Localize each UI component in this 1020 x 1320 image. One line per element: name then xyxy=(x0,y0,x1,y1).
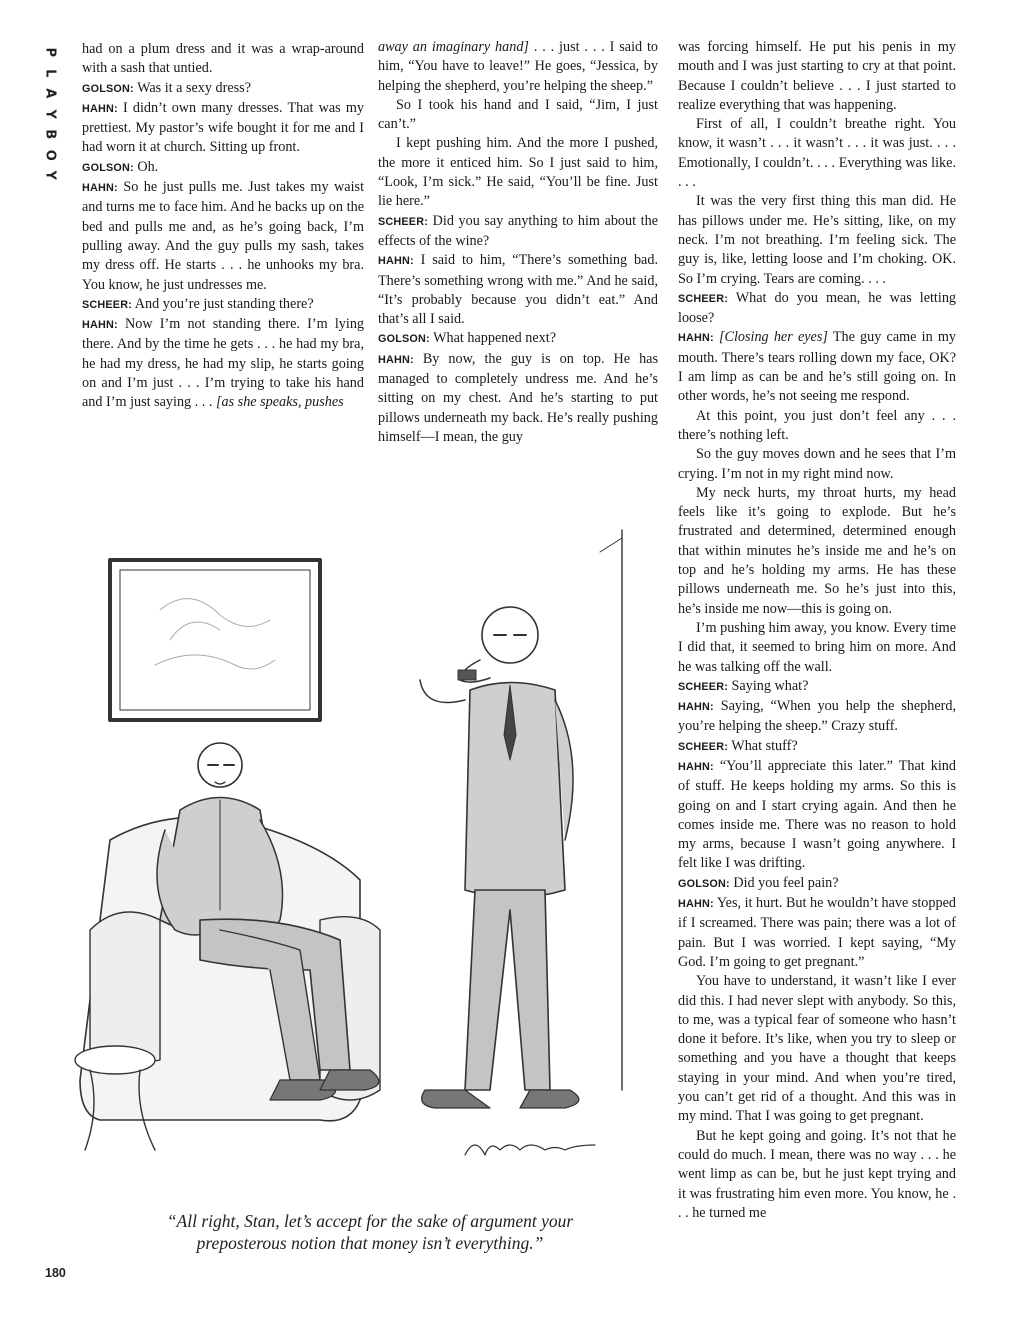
paragraph-text: At this point, you just don’t feel any . . . there’s nothing left. xyxy=(678,407,956,443)
paragraph-text: First of all, I couldn’t breathe right. You know, it wasn’t . . . it wasn’t . . . it was just. . . . Emotionally, I couldn’t. . . . Everything was like. . . . xyxy=(678,116,956,191)
artist-signature-icon xyxy=(465,1145,595,1155)
paragraph-text: So the guy moves down and he sees that I’m crying. I’m not in my right mind now. xyxy=(678,446,956,482)
paragraph-text: Saying what? xyxy=(731,677,809,694)
article-paragraph xyxy=(678,697,956,737)
paragraph-text: What do you mean, he was letting loose? xyxy=(678,289,957,327)
paragraph-text: My neck hurts, my throat hurts, my head feels like it’s going to explode. But he’s frustrated and determined, determined enough that within minutes he’s inside me and he’s on top and he’s holding my arms. He has these pillows underneath me. So he’s just into this, he’s inside me now—this is going on. xyxy=(678,484,956,617)
cartoon-illustration xyxy=(70,490,670,1190)
speaker-label: HAHN: xyxy=(82,102,118,115)
stage-direction: [as she speaks, pushes xyxy=(215,394,344,411)
speaker-label: GOLSON: xyxy=(82,82,134,95)
speaker-label: GOLSON: xyxy=(82,161,134,174)
article-paragraph xyxy=(678,38,956,115)
article-paragraph xyxy=(82,79,364,99)
logo-letter: A xyxy=(42,88,58,99)
logo-letter: Y xyxy=(42,109,58,119)
speaker-label: HAHN: xyxy=(82,182,118,195)
text-column-3 xyxy=(678,38,956,1223)
logo-letter: L xyxy=(42,68,58,77)
article-paragraph xyxy=(678,328,956,406)
speaker-label: HAHN: xyxy=(678,701,714,714)
paragraph-text: Was it a sexy dress? xyxy=(137,79,251,96)
article-paragraph xyxy=(378,134,658,211)
article-paragraph xyxy=(678,1127,956,1223)
paragraph-text: Did you say anything to him about the effects of the wine? xyxy=(378,212,659,249)
paragraph-text: So I took his hand and I said, “Jim, I just can’t.” xyxy=(378,96,658,133)
logo-letter: Y xyxy=(42,170,58,180)
article-paragraph xyxy=(678,972,956,1126)
paragraph-text: I didn’t own many dresses. That was my prettiest. My pastor’s wife bought it for me and I had worn it at church. Sitting up front. xyxy=(82,99,364,156)
article-paragraph xyxy=(678,874,956,894)
paragraph-text: It was the very first thing this man did. He has pillows under me. He’s sitting, like, on my neck. I’m not breathing. I’m feeling sick. The guy is, like, letting loose and I’m choking. OK. So I’m crying. Tears are coming. . . . xyxy=(678,193,956,287)
text-column-1 xyxy=(82,40,364,413)
speaker-label: SCHEER: xyxy=(678,740,728,753)
paragraph-text: What happened next? xyxy=(433,330,556,347)
logo-letter: B xyxy=(42,129,58,140)
text-column-2 xyxy=(378,38,658,447)
article-paragraph xyxy=(678,115,956,192)
speaker-label: SCHEER: xyxy=(378,215,428,228)
article-paragraph xyxy=(678,484,956,619)
paragraph-text: “You’ll appreciate this later.” That kind of stuff. He keeps holding my arms. So this is going on and I start crying again. And then he comes inside me. There was no reason to hold my arms, because I wasn’t going anywhere. I felt like I was drifting. xyxy=(678,757,956,872)
article-paragraph xyxy=(378,251,658,329)
speaker-label: GOLSON: xyxy=(378,333,430,346)
paragraph-text: had on a plum dress and it was a wrap-around with a sash that untied. xyxy=(82,41,364,77)
page-number: 180 xyxy=(45,1266,66,1280)
speaker-label: HAHN: xyxy=(678,332,714,345)
speaker-label: HAHN: xyxy=(678,898,714,911)
logo-letter: O xyxy=(42,149,58,161)
paragraph-text: Now I’m not standing there. I’m lying there. And by the time he gets . . . he had my bra, he had my dress, he had my slip, he starts going on and I’m just . . . I’m trying to take his hand and I’m just saying . . . xyxy=(82,316,365,411)
paragraph-text: But he kept going and going. It’s not that he could do much. I mean, there was no way . . . he went limp as can be, but he just kept trying and it was frustrating him even more. You know, he . . . he turned me xyxy=(678,1127,956,1221)
speaker-label: SCHEER: xyxy=(82,298,132,311)
article-paragraph xyxy=(378,38,658,96)
paragraph-text: I said to him, “There’s something bad. There’s something wrong with me.” And he said, “It’s probably because you didn’t eat.” And that’s all I said. xyxy=(378,252,658,328)
speaker-label: HAHN: xyxy=(378,255,414,268)
paragraph-text: You have to understand, it wasn’t like I ever did this. I had never slept with anybody. So this, to me, was a typical fear of someone who hasn’t done it before. It’s like, when you try to sleep or something and you have a thought that keeps staying in your mind. And when you’re tired, you can’t get rid of a thought. And this was in my mind. That I was going to get pregnant. xyxy=(678,973,956,1125)
paragraph-text: was forcing himself. He put his penis in my mouth and I was just starting to cry at that point. Because I couldn’t believe . . . I just started to realize everything that was happening. xyxy=(678,39,956,113)
speaker-label: HAHN: xyxy=(678,760,714,773)
paragraph-text: And you’re just standing there? xyxy=(134,295,314,312)
article-paragraph xyxy=(82,315,364,412)
article-paragraph xyxy=(678,407,956,446)
article-paragraph xyxy=(82,295,364,315)
article-paragraph xyxy=(378,96,658,135)
cartoon-caption: “All right, Stan, let’s accept for the sake of argument your preposterous notion that money isn’t everything.” xyxy=(166,1211,574,1253)
speaker-label: HAHN: xyxy=(378,353,414,366)
paragraph-text: The guy came in my mouth. There’s tears rolling down my face, OK? I am limp as can be and he’s still going on. In other words, he’s not seeing me respond. xyxy=(678,329,956,405)
stage-direction: away an imaginary hand] xyxy=(378,39,529,55)
paragraph-text: . . . just . . . I said to him, “You have to leave!” He goes, “Jessica, by helping the shepherd, you’re helping the sheep.” xyxy=(378,39,658,94)
article-paragraph xyxy=(378,329,658,349)
article-paragraph xyxy=(82,99,364,158)
logo-letter: P xyxy=(42,47,58,58)
article-paragraph xyxy=(82,40,364,79)
paragraph-text: Yes, it hurt. But he wouldn’t have stopped if I screamed. There was pain; there was a lot of pain. But I was worried. I kept saying, “My God. I’m going to get pregnant.” xyxy=(678,895,956,970)
article-paragraph xyxy=(678,894,956,972)
speaker-label: SCHEER: xyxy=(678,680,728,693)
magazine-logo-vertical xyxy=(38,42,60,186)
paragraph-text: What stuff? xyxy=(731,737,798,754)
paragraph-text: Saying, “When you help the shepherd, you’re helping the sheep.” Crazy stuff. xyxy=(678,698,957,735)
paragraph-text: So he just pulls me. Just takes my waist and turns me to face him. And he backs up on the bed and pulls me and, as he’s going back, I’m pulling away. And the guy pulls my sash, takes my dress off. He starts . . . he unhooks my bra. You know, he just undresses me. xyxy=(82,179,365,293)
article-paragraph xyxy=(678,445,956,484)
article-paragraph xyxy=(82,158,364,178)
paragraph-text: Oh. xyxy=(137,158,159,175)
paragraph-text: I kept pushing him. And the more I pushed, the more it enticed him. So I just said to him, “Look, I’m sick.” He said, “You’ll be fine. Just lie here.” xyxy=(378,135,658,210)
article-paragraph xyxy=(82,178,364,295)
article-paragraph xyxy=(678,619,956,677)
paragraph-text: By now, the guy is on top. He has managed to completely undress me. And he’s sitting on my chest. And he’s starting to put pillows underneath my back. He’s really pushing himself—I mean, the guy xyxy=(378,350,659,445)
paragraph-text: Did you feel pain? xyxy=(733,874,839,891)
article-paragraph xyxy=(378,212,658,252)
article-paragraph xyxy=(678,737,956,757)
speaker-label: HAHN: xyxy=(82,319,118,332)
speaker-label: GOLSON: xyxy=(678,877,730,890)
article-paragraph xyxy=(678,192,956,288)
speaker-label: SCHEER: xyxy=(678,292,728,305)
stage-direction: [Closing her eyes] xyxy=(718,329,828,346)
article-paragraph xyxy=(678,677,956,697)
article-paragraph xyxy=(678,757,956,874)
paragraph-text: I’m pushing him away, you know. Every time I did that, it seemed to bring him on more. And he was talking off the wall. xyxy=(678,619,956,675)
article-paragraph xyxy=(378,350,658,447)
article-paragraph xyxy=(678,289,956,329)
